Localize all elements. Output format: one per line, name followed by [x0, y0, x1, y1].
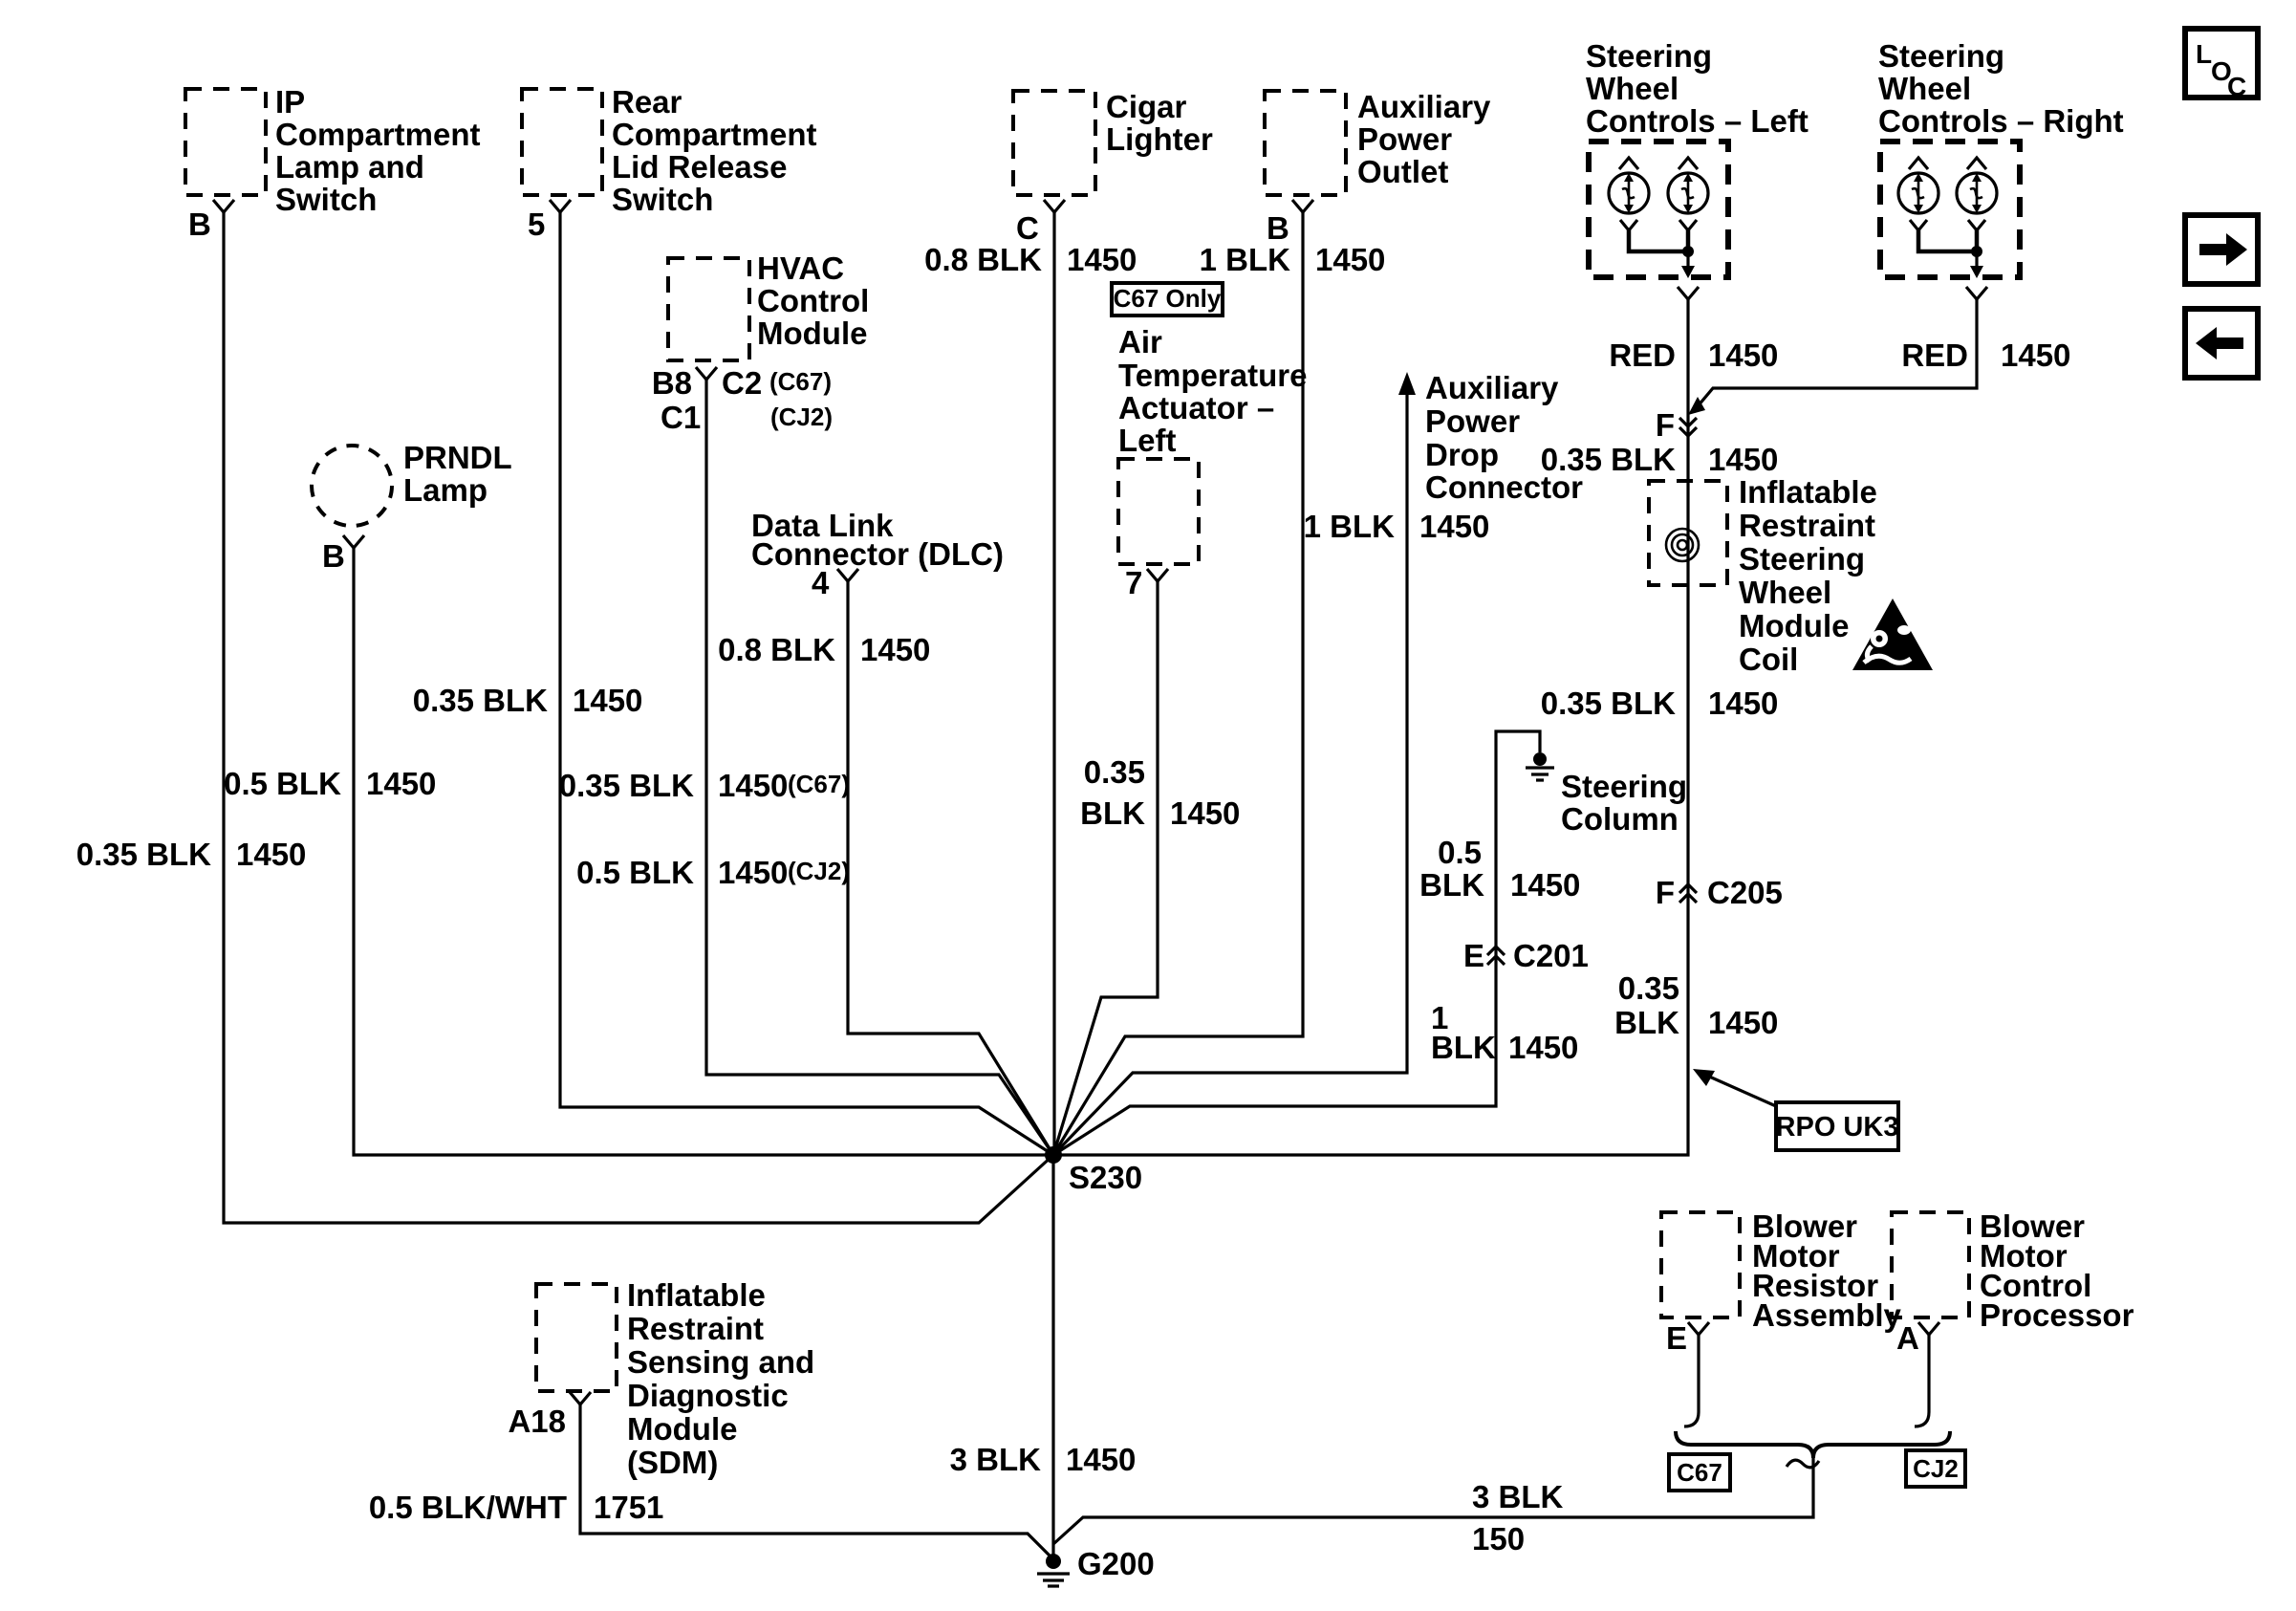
c201-pin: E [1462, 938, 1484, 973]
component-steering-wheel-controls-left [1586, 38, 1809, 373]
hvac-wire-size-cj2: 0.5 BLK [576, 855, 694, 890]
component-data-link-connector [718, 508, 1004, 667]
cigar-pin-label: C [1016, 210, 1039, 246]
airtemp-wire-circuit: 1450 [1170, 795, 1241, 831]
srs-warning-triangle-icon [1852, 599, 1933, 670]
hvac-name-line: Module [757, 316, 868, 351]
ip-wire-circuit: 1450 [236, 837, 307, 872]
swc-left-name-line: Controls – Left [1586, 103, 1809, 139]
auxdrop-up-arrowhead [1398, 372, 1416, 395]
airbag-glyph [1876, 636, 1883, 642]
cigar-wire-size: 0.8 BLK [924, 242, 1042, 277]
blower-ctl-name-line: Motor [1980, 1238, 2068, 1274]
coil-name-line: Steering [1739, 541, 1866, 577]
rpo-arrow-line [1707, 1076, 1776, 1106]
sdm-name-line: (SDM) [627, 1445, 719, 1480]
rear-name-line: Compartment [612, 117, 817, 152]
ip-name-line: Lamp and [275, 149, 424, 185]
fork-blower-a [1918, 1322, 1939, 1335]
g200-label: G200 [1077, 1546, 1155, 1581]
coil-name-line: Wheel [1739, 575, 1832, 610]
page-icons [2185, 29, 2258, 378]
airtemp-name-line: Temperature [1118, 358, 1308, 393]
main-low-wire-size-2: BLK [1614, 1005, 1679, 1040]
hvac-name-line: HVAC [757, 250, 845, 286]
fork-swc-right [1966, 287, 1987, 299]
fork-aux-outlet [1292, 200, 1313, 212]
blower-ctl-name-line: Processor [1980, 1297, 2134, 1333]
airtemp-name-line: Left [1118, 423, 1177, 458]
swc-left-carets [1619, 158, 1698, 169]
swc-right-name-line: Controls – Right [1878, 103, 2124, 139]
hvac-box [668, 258, 749, 360]
swc-left-name-line: Steering [1586, 38, 1713, 74]
c205-name: C205 [1707, 875, 1783, 910]
rear-box [522, 89, 602, 195]
sdm-name-line: Module [627, 1411, 738, 1447]
switch-squiggle [1622, 188, 1635, 198]
aux-outlet-name-line: Outlet [1357, 154, 1449, 189]
swc-left-name-line: Wheel [1586, 71, 1679, 106]
component-cigar-lighter [924, 89, 1213, 277]
ip-name-line: Switch [275, 182, 378, 217]
fork-airtemp [1147, 569, 1168, 581]
hvac-wire-circuit-c67: 1450 [718, 768, 789, 803]
main-wire-size-mid: 0.35 BLK [1540, 686, 1676, 721]
switch-arrow-lines [1918, 179, 1977, 207]
steercol-low-wire-size-2: BLK [1431, 1030, 1496, 1065]
cigar-name-line: Lighter [1106, 121, 1213, 157]
blower-ctl-pin-label: A [1896, 1320, 1919, 1356]
airtemp-name-line: Air [1118, 324, 1162, 359]
rear-name-line: Lid Release [612, 149, 788, 185]
blower-res-name-line: Resistor [1752, 1268, 1879, 1303]
blower-ctl-box [1892, 1212, 1969, 1317]
sdm-name-line: Inflatable [627, 1277, 766, 1313]
coil-spiral-icon [1672, 534, 1693, 555]
connector-c205 [1614, 875, 1783, 1040]
auxdrop-wire-circuit: 1450 [1419, 509, 1490, 544]
blower-wire-size: 3 BLK [1472, 1479, 1564, 1514]
main-low-wire-size-1: 0.35 [1617, 970, 1679, 1006]
fork-swc-left [1678, 287, 1699, 299]
swc-right-carets [1909, 158, 1986, 169]
s230-label: S230 [1069, 1160, 1143, 1195]
steercol-low-wire-size-1: 1 [1431, 1000, 1449, 1035]
cigar-wire-circuit: 1450 [1067, 242, 1137, 277]
auxdrop-name-line: Connector [1425, 469, 1583, 505]
f-connector-pin: F [1655, 407, 1675, 443]
main-wire-size-at-f: 0.35 BLK [1540, 442, 1676, 477]
blower-res-pin-label: E [1666, 1320, 1688, 1356]
component-aux-power-outlet [1200, 89, 1491, 277]
airtemp-box [1118, 459, 1199, 564]
auxdrop-name-line: Power [1425, 403, 1521, 439]
swc-right-wire-color: RED [1901, 337, 1968, 373]
rpo-tag-label: RPO UK3 [1775, 1112, 1899, 1143]
hvac-pin-c2: C2 [722, 365, 763, 401]
fork-rear [550, 200, 571, 212]
steering-column-ground-icon [1533, 752, 1547, 766]
hvac-pin-b8: B8 [651, 365, 692, 401]
switch-arrow-lines [1629, 179, 1688, 207]
ip-name-line: Compartment [275, 117, 481, 152]
g200-wire-size: 3 BLK [949, 1442, 1041, 1477]
rear-wire-size: 0.35 BLK [412, 683, 548, 718]
aux-outlet-wire-circuit: 1450 [1315, 242, 1386, 277]
aux-outlet-pin-label: B [1267, 210, 1289, 246]
left-arrow-glyph [2196, 327, 2243, 359]
swc-left-inner-forks [1620, 220, 1697, 230]
wire-dlc-ground [848, 581, 1053, 1155]
steering-column-name-line: Steering [1561, 769, 1688, 804]
dlc-wire-size: 0.8 BLK [718, 632, 835, 667]
prndl-circle [312, 446, 392, 526]
c67-connector-label: C67 [1677, 1458, 1722, 1487]
swc-right-inner-forks [1910, 220, 1985, 230]
rpo-uk3-callout [1693, 1069, 1898, 1150]
main-low-wire-circuit: 1450 [1708, 1005, 1779, 1040]
coil-name-line: Restraint [1739, 508, 1876, 543]
c205-pin: F [1655, 875, 1675, 910]
c201-name: C201 [1513, 938, 1589, 973]
steercol-low-wire-circuit: 1450 [1508, 1030, 1579, 1065]
airtemp-pin-label: 7 [1125, 565, 1143, 600]
airbag-glyph [1897, 625, 1911, 635]
fork-ip [213, 200, 234, 212]
swc-left-box [1589, 142, 1728, 277]
hvac-pin-c1-option: (CJ2) [770, 403, 834, 431]
switch-squiggle [1970, 188, 1982, 198]
swc-right-name-line: Steering [1878, 38, 2005, 74]
swc-right-name-line: Wheel [1878, 71, 1972, 106]
auxdrop-name-line: Drop [1425, 437, 1499, 472]
ip-name-line: IP [275, 84, 306, 120]
next-page-arrow-icon [2185, 215, 2258, 284]
airtemp-name-line: Actuator – [1118, 390, 1275, 425]
g200-ground-bars [1037, 1574, 1070, 1586]
coil-name-line: Coil [1739, 642, 1799, 677]
ip-pin-label: B [188, 207, 211, 242]
fork-hvac [696, 367, 717, 380]
sdm-name-line: Sensing and [627, 1344, 815, 1380]
loc-icon [2185, 29, 2258, 101]
blower-res-name-line: Assembly [1752, 1297, 1901, 1333]
hvac-wire-size-c67: 0.35 BLK [558, 768, 694, 803]
rear-pin-label: 5 [528, 207, 546, 242]
hvac-name-line: Control [757, 283, 870, 318]
coil-name-line: Inflatable [1739, 474, 1877, 510]
component-steering-column-ground [1419, 752, 1687, 903]
prndl-name-line: Lamp [403, 472, 488, 508]
component-srs-coil [1541, 474, 1933, 721]
hvac-wire-option-c67: (C67) [788, 770, 851, 798]
splice-s230 [950, 1146, 1142, 1477]
dlc-name-line: Connector (DLC) [751, 536, 1004, 572]
component-steering-wheel-controls-right [1878, 38, 2124, 373]
swc-right-wire-circuit: 1450 [2001, 337, 2071, 373]
sdm-wire-circuit: 1751 [594, 1490, 664, 1525]
steering-column-ground-bars [1526, 768, 1554, 780]
connector-c201 [1431, 938, 1589, 1065]
fork-blower-e [1688, 1322, 1709, 1335]
connector-f-top [1541, 407, 1779, 477]
steercol-wire-circuit: 1450 [1510, 867, 1581, 903]
component-prndl-lamp [224, 440, 512, 801]
hvac-pin-c2-option: (C67) [769, 367, 833, 396]
cj2-connector-label: CJ2 [1913, 1454, 1959, 1483]
cigar-name-line: Cigar [1106, 89, 1187, 124]
loc-letter-c: C [2227, 72, 2247, 101]
dlc-wire-circuit: 1450 [860, 632, 931, 667]
swc-left-joiner [1629, 230, 1688, 251]
sdm-wire-size: 0.5 BLK/WHT [368, 1490, 567, 1525]
swc-right-exit-arrowhead [1970, 266, 1983, 278]
fork-prndl [343, 535, 364, 548]
blower-merge [1472, 1431, 1965, 1557]
swc-left-wire-circuit: 1450 [1708, 337, 1779, 373]
blower-wire-circuit: 150 [1472, 1521, 1526, 1557]
blower-ctl-name-line: Control [1980, 1268, 2092, 1303]
cigar-box [1013, 91, 1095, 195]
airtemp-wire-size-2: BLK [1080, 795, 1145, 831]
right-arrow-glyph [2199, 233, 2247, 266]
rear-name-line: Switch [612, 182, 714, 217]
loc-letter-l: L [2196, 39, 2213, 69]
prndl-wire-size: 0.5 BLK [224, 766, 341, 801]
switch-squiggle [1912, 188, 1924, 198]
component-rear-compartment-lid-release-switch [413, 84, 817, 718]
prndl-name-line: PRNDL [403, 440, 512, 475]
aux-outlet-wire-size: 1 BLK [1199, 242, 1290, 277]
hvac-pin-c1: C1 [661, 400, 702, 435]
blower-ctl-name-line: Blower [1980, 1208, 2086, 1244]
sdm-name-line: Diagnostic [627, 1378, 789, 1413]
fork-cigar [1044, 200, 1065, 212]
s230-splice-dot [1045, 1146, 1062, 1164]
prndl-wire-circuit: 1450 [366, 766, 437, 801]
hvac-wire-circuit-cj2: 1450 [718, 855, 789, 890]
coil-name-line: Module [1739, 608, 1850, 643]
wire-auxoutlet-ground [1053, 212, 1303, 1155]
fork-sdm [570, 1392, 591, 1404]
blower-res-name-line: Motor [1752, 1238, 1840, 1274]
switch-squiggle [1681, 188, 1694, 198]
rear-name-line: Rear [612, 84, 682, 120]
aux-outlet-name-line: Power [1357, 121, 1453, 157]
steercol-wire-size-1: 0.5 [1438, 835, 1482, 870]
prndl-pin-label: B [322, 538, 345, 574]
component-sdm [369, 1277, 814, 1525]
wire-prndl-ground [354, 548, 1054, 1155]
aux-outlet-box [1265, 91, 1346, 195]
swc-right-box [1880, 142, 2020, 277]
dlc-pin-label: 4 [812, 565, 830, 600]
c67-only-tag-label: C67 Only [1113, 284, 1222, 313]
sdm-name-line: Restraint [627, 1311, 765, 1346]
auxdrop-wire-size: 1 BLK [1303, 509, 1395, 544]
steercol-wire-size-2: BLK [1419, 867, 1484, 903]
aux-outlet-name-line: Auxiliary [1357, 89, 1491, 124]
ip-box [185, 89, 266, 195]
coil-spiral-icon [1678, 540, 1687, 550]
blower-res-name-line: Blower [1752, 1208, 1858, 1244]
auxdrop-name-line: Auxiliary [1425, 370, 1559, 405]
g200-ground-icon [1046, 1554, 1061, 1569]
blower-res-box [1661, 1212, 1740, 1317]
main-wire-circuit-at-f: 1450 [1708, 442, 1779, 477]
main-wire-circuit-mid: 1450 [1708, 686, 1779, 721]
hvac-wire-option-cj2: (CJ2) [788, 857, 851, 885]
prev-page-arrow-icon [2185, 309, 2258, 378]
rear-wire-circuit: 1450 [573, 683, 643, 718]
swc-left-wire-color: RED [1609, 337, 1676, 373]
component-air-temp-actuator-left [1080, 283, 1307, 831]
steering-column-name-line: Column [1561, 801, 1679, 837]
swc-right-joiner [1918, 230, 1977, 251]
loc-letter-o: O [2211, 56, 2232, 86]
dlc-name-line: Data Link [751, 508, 894, 543]
sdm-pin-label: A18 [508, 1404, 566, 1439]
sdm-box [536, 1284, 617, 1391]
g200-wire-circuit: 1450 [1066, 1442, 1137, 1477]
ip-wire-size: 0.35 BLK [76, 837, 211, 872]
airtemp-wire-size-1: 0.35 [1083, 754, 1145, 790]
